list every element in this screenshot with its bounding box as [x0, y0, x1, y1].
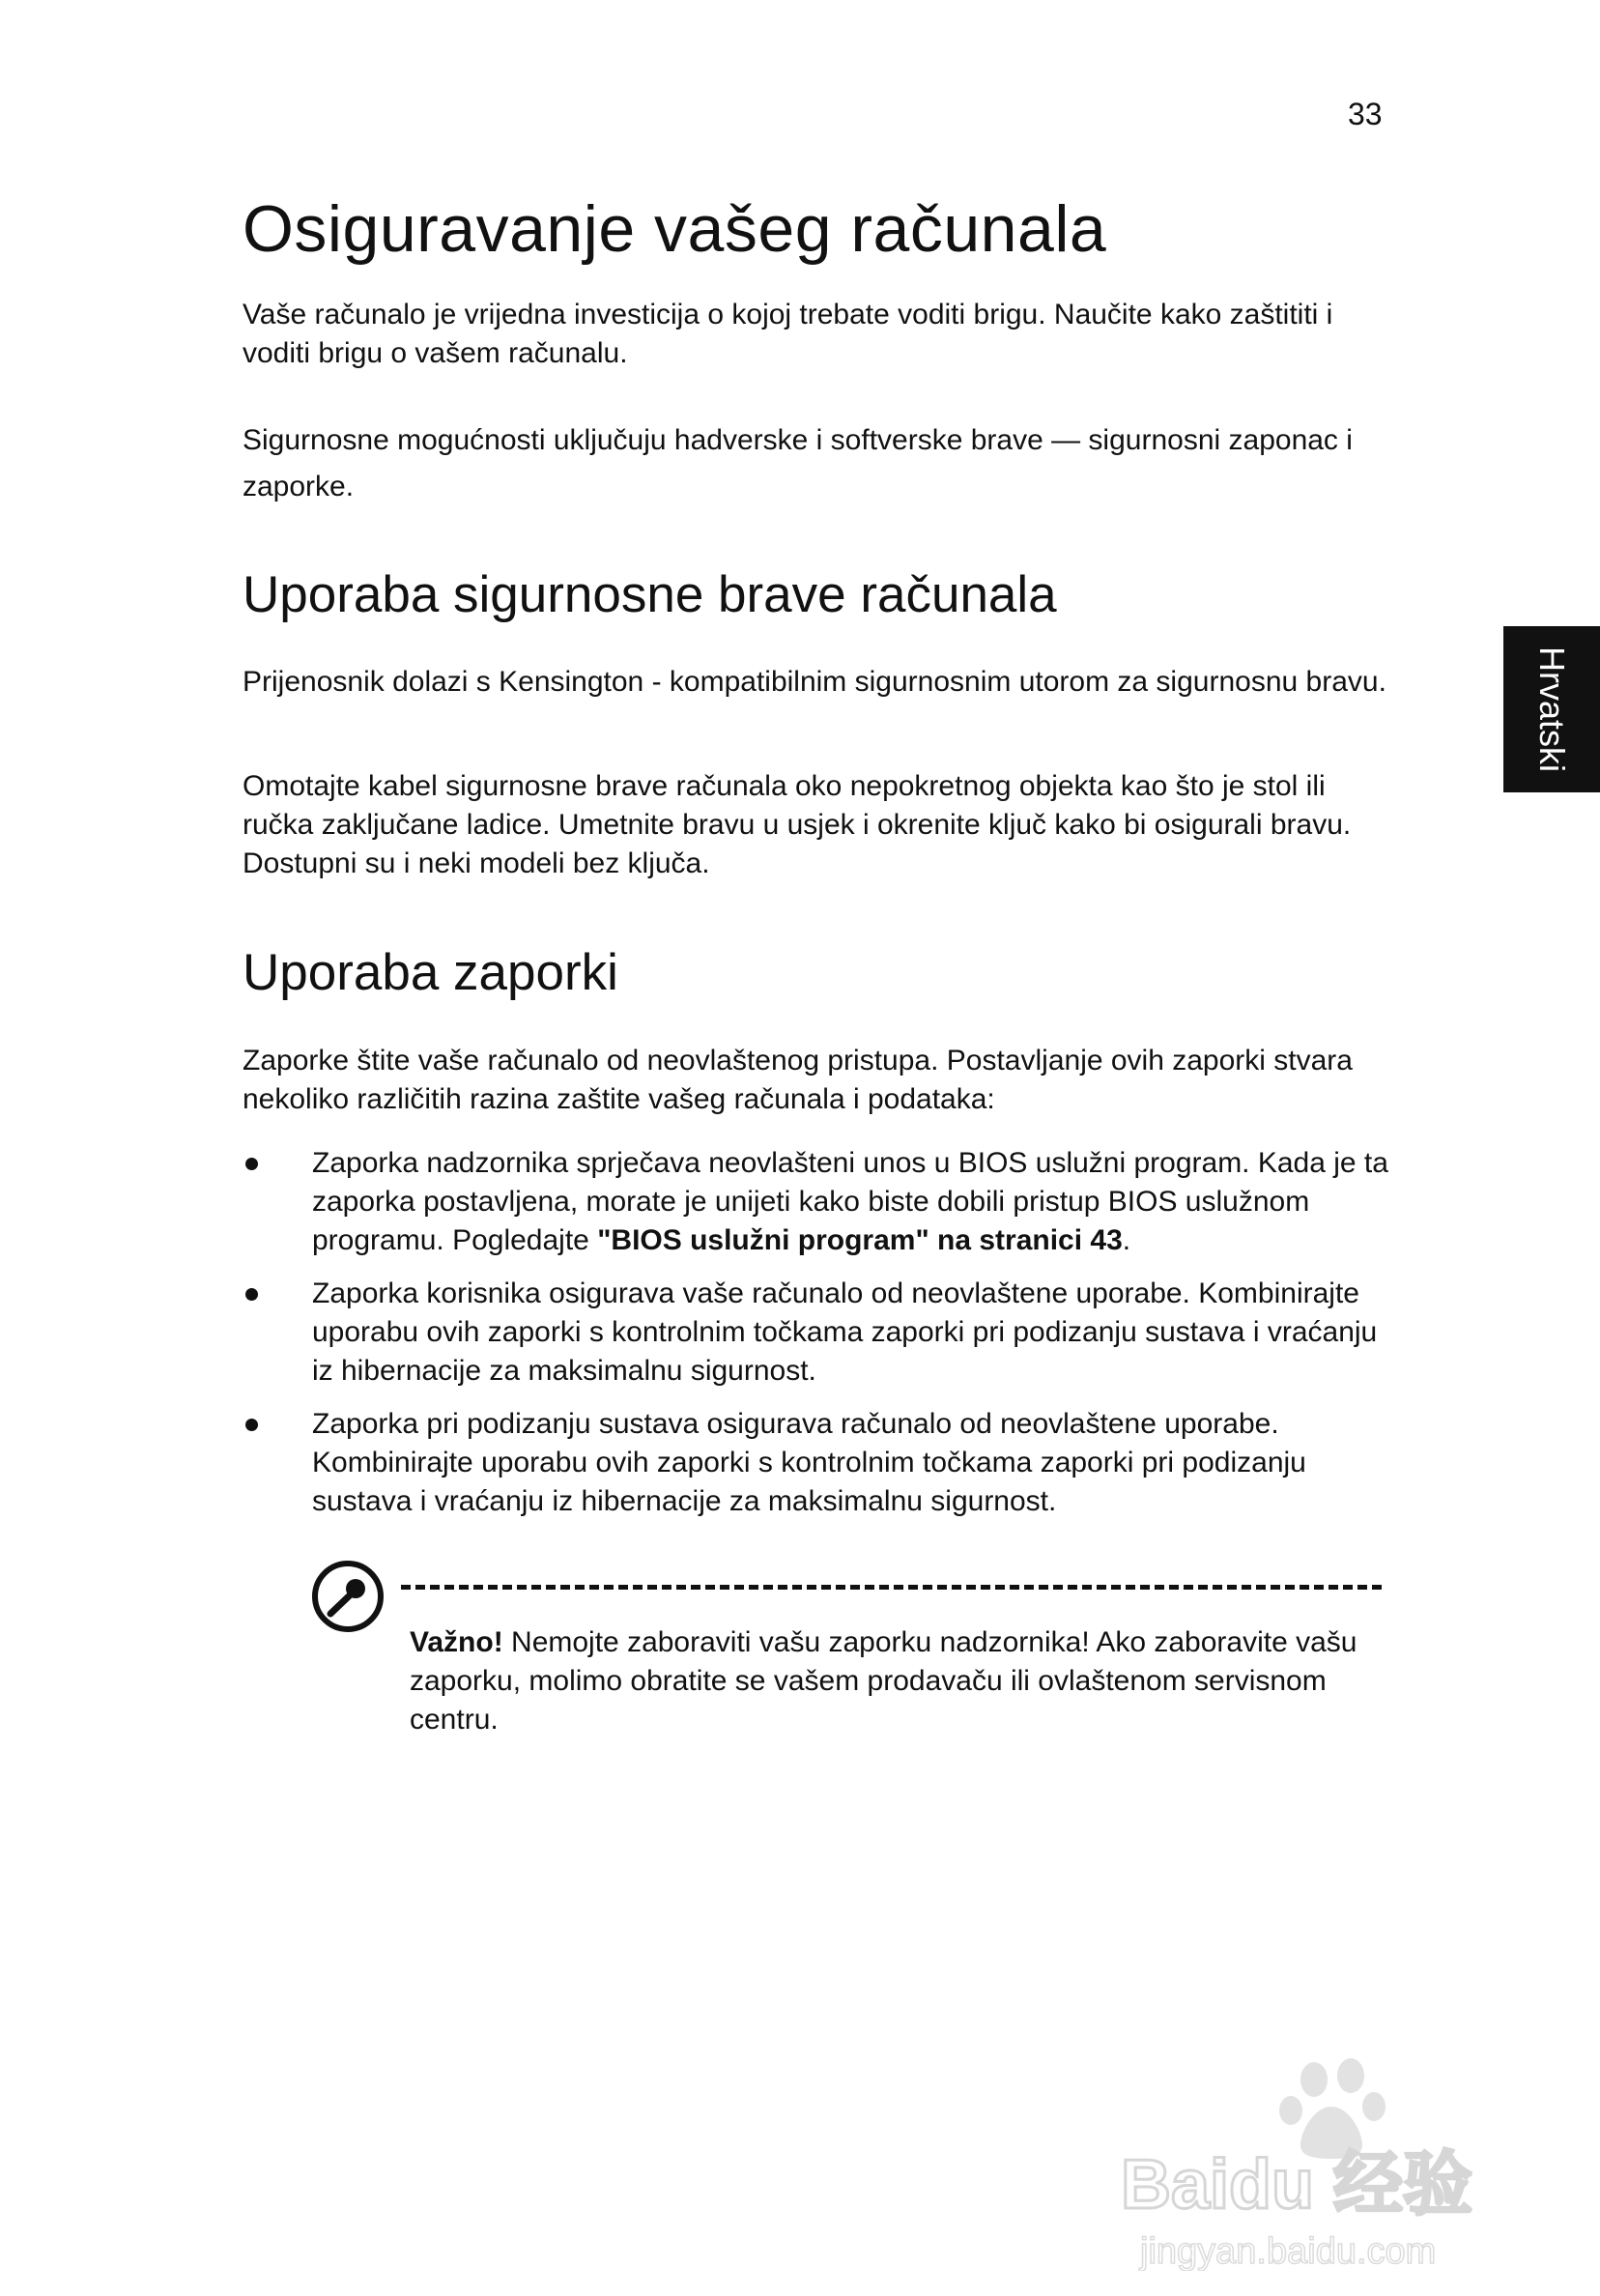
lock-paragraph-1: Prijenosnik dolazi s Kensington - kompatibilnim sigurnosnim utorom za sigurnosnu bravu.: [243, 666, 1386, 698]
key-icon: [309, 1558, 386, 1635]
watermark-brand: Baidu 经验: [1121, 2146, 1473, 2224]
note-divider: [401, 1585, 1382, 1590]
important-note: [410, 1623, 1376, 1739]
section-heading-lock: Uporaba sigurnosne brave računala: [243, 566, 1057, 623]
note-label: Važno!: [410, 1626, 503, 1658]
language-tab: [1503, 626, 1600, 792]
page-number: 33: [1348, 97, 1383, 131]
watermark-url: jingyan.baidu.com: [1140, 2231, 1437, 2271]
bullet-text: Zaporka nadzornika sprječava neovlašteni unos u BIOS uslužni program. Kada je ta zaporka postavljena, morate je unijeti kako biste dobili pristup BIOS uslužnom programu. Pogledajte "BIOS uslužni program" na stranici 43.: [312, 1147, 1388, 1256]
bullet-text: Zaporka korisnika osigurava vaše računalo od neovlaštene uporabe. Kombinirajte uporabu ovih zaporki s kontrolnim točkama zaporki pri podizanju sustava i vraćanju iz hibernacije za maksimalnu sigurnost.: [312, 1277, 1378, 1387]
note-text: Nemojte zaboraviti vašu zaporku nadzornika! Ako zaboravite vašu zaporku, molimo obratite se vašem prodavaču ili ovlaštenom servisnom centru.: [410, 1626, 1357, 1736]
section-heading-passwords: Uporaba zaporki: [243, 944, 618, 1001]
page-title: Osiguravanje vašeg računala: [243, 192, 1107, 266]
baidu-watermark-logo: [1111, 2039, 1517, 2271]
language-tab-label: Hrvatski: [1532, 646, 1572, 773]
passwords-intro: Zaporke štite vaše računalo od neovlaštenog pristupa. Postavljanje ovih zaporki stvara nekoliko različitih razina zaštite vašeg računala i podataka:: [243, 1045, 1353, 1115]
bullet-dot: [245, 1158, 258, 1170]
bios-page-link[interactable]: "BIOS uslužni program" na stranici 43: [597, 1224, 1123, 1256]
lock-paragraph-2: Omotajte kabel sigurnosne brave računala oko nepokretnog objekta kao što je stol ili ručka zaključane ladice. Umetnite bravu u usjek i okrenite ključ kako bi osigurali bravu. Dostupni su i neki modeli bez ključa.: [243, 770, 1352, 879]
bullet-dot: [245, 1288, 258, 1301]
bullet-text: Zaporka pri podizanju sustava osigurava računalo od neovlaštene uporabe. Kombinirajte uporabu ovih zaporki s kontrolnim točkama zaporki pri podizanju sustava i vraćanju iz hibernacije za maksimalnu sigurnost.: [312, 1408, 1306, 1517]
intro-paragraph-2: Sigurnosne mogućnosti uključuju hadverske i softverske brave — sigurnosni zaponac i zaporke.: [243, 424, 1353, 502]
bullet-dot: [245, 1419, 258, 1431]
intro-paragraph-1: Vaše računalo je vrijedna investicija o kojoj trebate voditi brigu. Naučite kako zaštititi i voditi brigu o vašem računalu.: [243, 299, 1333, 369]
